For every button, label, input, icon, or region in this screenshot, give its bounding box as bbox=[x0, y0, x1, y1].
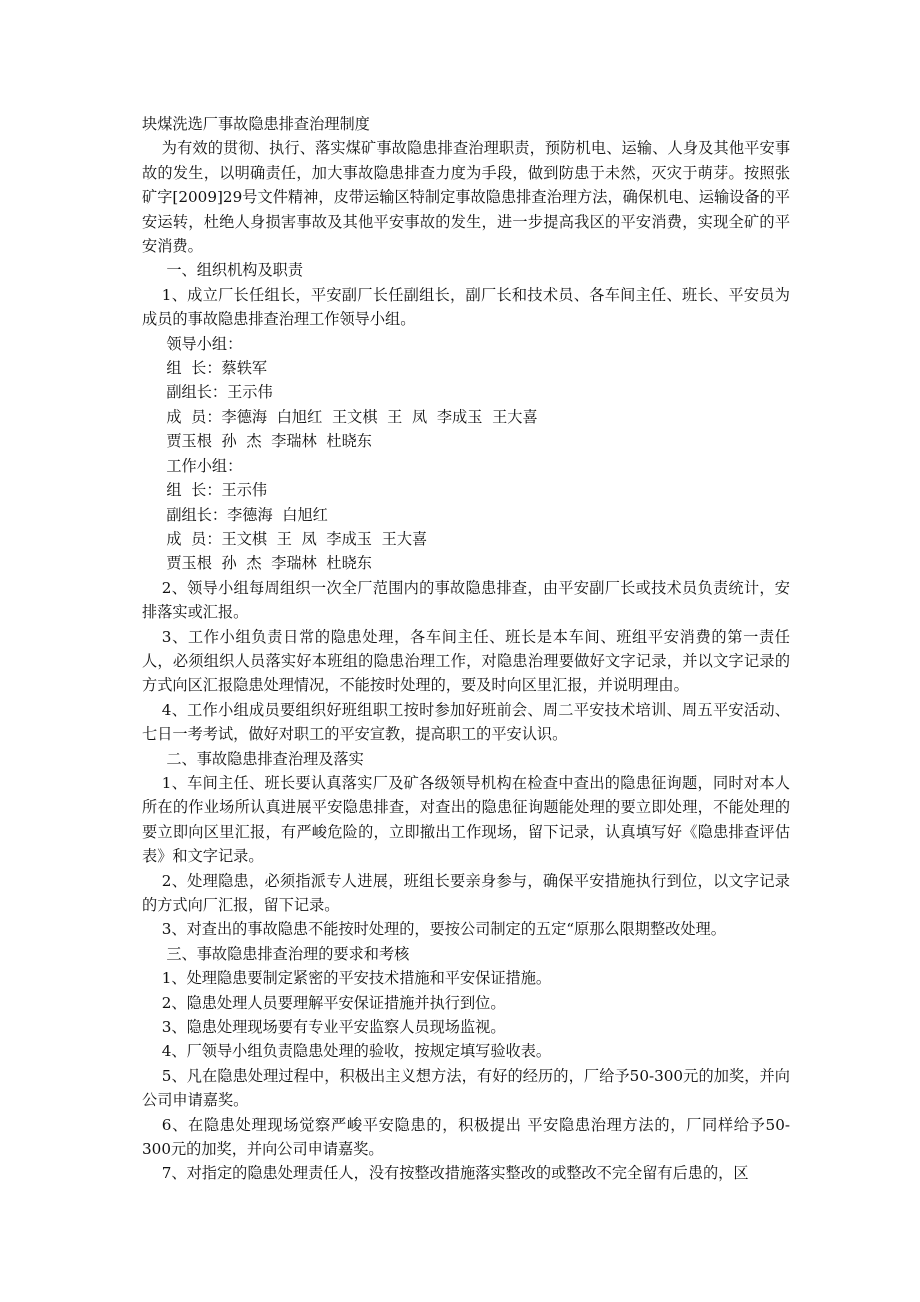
leader-group-label: 领导小组： bbox=[166, 334, 243, 353]
section-3-paragraph-6: 6、在隐患处理现场觉察严峻平安隐患的，积极提出 平安隐患治理方法的，厂同样给予50-300元的加奖，并向公司申请嘉奖。 bbox=[142, 1115, 790, 1159]
section-1-heading: 一、组织机构及职责 bbox=[166, 261, 303, 280]
leader-group-deputy: 副组长：王示伟 bbox=[166, 383, 273, 402]
section-1-paragraph-1: 1、成立厂长任组长，平安副厂长任副组长，副厂长和技术员、各车间主任、班长、平安员为成员的事故隐患排查治理工作领导小组。 bbox=[142, 285, 790, 329]
leader-group-members-2: 贾玉根 孙 杰 李瑞林 杜晓东 bbox=[166, 432, 372, 451]
section-3-paragraph-1: 1、处理隐患要制定紧密的平安技术措施和平安保证措施。 bbox=[161, 969, 552, 988]
section-1-paragraph-3: 3、工作小组负责日常的隐患处理，各车间主任、班长是本车间、班组平安消费的第一责任人，必须组织人员落实好本班组的隐患治理工作，对隐患治理要做好文字记录，并以文字记录的方式向区汇报隐患处理情况，不能按时处理的，要及时向区里汇报，并说明理由。 bbox=[142, 627, 790, 695]
section-1-paragraph-4: 4、工作小组成员要组织好班组职工按时参加好班前会、周二平安技术培训、周五平安活动、七日一考考试，做好对职工的平安宣教，提高职工的平安认识。 bbox=[142, 700, 790, 744]
work-group-members-1: 成 员：王文棋 王 凤 李成玉 王大喜 bbox=[166, 529, 428, 548]
section-2-paragraph-2: 2、处理隐患，必须指派专人进展，班组长要亲身参与，确保平安措施执行到位，以文字记录的方式向厂汇报，留下记录。 bbox=[142, 871, 790, 914]
section-2-heading: 二、事故隐患排查治理及落实 bbox=[166, 749, 364, 768]
section-3-paragraph-4: 4、厂领导小组负责隐患处理的验收，按规定填写验收表。 bbox=[161, 1042, 552, 1061]
section-3-heading: 三、事故隐患排查治理的要求和考核 bbox=[166, 944, 410, 963]
section-3-paragraph-5: 5、凡在隐患处理过程中，积极出主义想方法，有好的经历的，厂给予50-300元的加奖，并向公司申请嘉奖。 bbox=[142, 1066, 790, 1110]
section-3-paragraph-3: 3、隐患处理现场要有专业平安监察人员现场监视。 bbox=[161, 1018, 506, 1037]
section-3-paragraph-2: 2、隐患处理人员要理解平安保证措施并执行到位。 bbox=[161, 993, 506, 1012]
leader-group-members-1: 成 员：李德海 白旭红 王文棋 王 凤 李成玉 王大喜 bbox=[166, 407, 538, 426]
work-group-members-2: 贾玉根 孙 杰 李瑞林 杜晓东 bbox=[166, 554, 372, 573]
section-2-paragraph-3: 3、对查出的事故隐患不能按时处理的，要按公司制定的五定“原那么限期整改处理。 bbox=[161, 920, 726, 939]
leader-group-leader: 组 长：蔡轶军 bbox=[166, 359, 268, 378]
work-group-leader: 组 长：王示伟 bbox=[166, 481, 268, 500]
document-title: 块煤洗选厂事故隐患排查治理制度 bbox=[142, 115, 370, 133]
intro-paragraph: 为有效的贯彻、执行、落实煤矿事故隐患排查治理职责，预防机电、运输、人身及其他平安事故的发生，以明确责任，加大事故隐患排查力度为手段，做到防患于未然，灭灾于萌芽。按照张矿字[2009]29号文件精神，皮带运输区特制定事故隐患排查治理方法，确保机电、运输设备的平安运转，杜绝人身损害事故及其他平安事故的发生，进一步提高我区的平安消费，实现全矿的平安消费。 bbox=[142, 139, 790, 256]
work-group-deputy: 副组长：李德海 白旭红 bbox=[166, 505, 328, 524]
section-1-paragraph-2: 2、领导小组每周组织一次全厂范围内的事故隐患排查，由平安副厂长或技术员负责统计，安排落实或汇报。 bbox=[142, 578, 790, 622]
section-3-paragraph-7: 7、对指定的隐患处理责任人，没有按整改措施落实整改的或整改不完全留有后患的，区 bbox=[161, 1164, 749, 1183]
work-group-label: 工作小组： bbox=[166, 456, 243, 475]
section-2-paragraph-1: 1、车间主任、班长要认真落实厂及矿各级领导机构在检查中查出的隐患征询题，同时对本人所在的作业场所认真进展平安隐患排查，对查出的隐患征询题能处理的要立即处理，不能处理的要立即向区里汇报，有严峻危险的，立即撤出工作现场，留下记录，认真填写好《隐患排查评估表》和文字记录。 bbox=[142, 773, 790, 866]
document-page bbox=[142, 112, 790, 1186]
